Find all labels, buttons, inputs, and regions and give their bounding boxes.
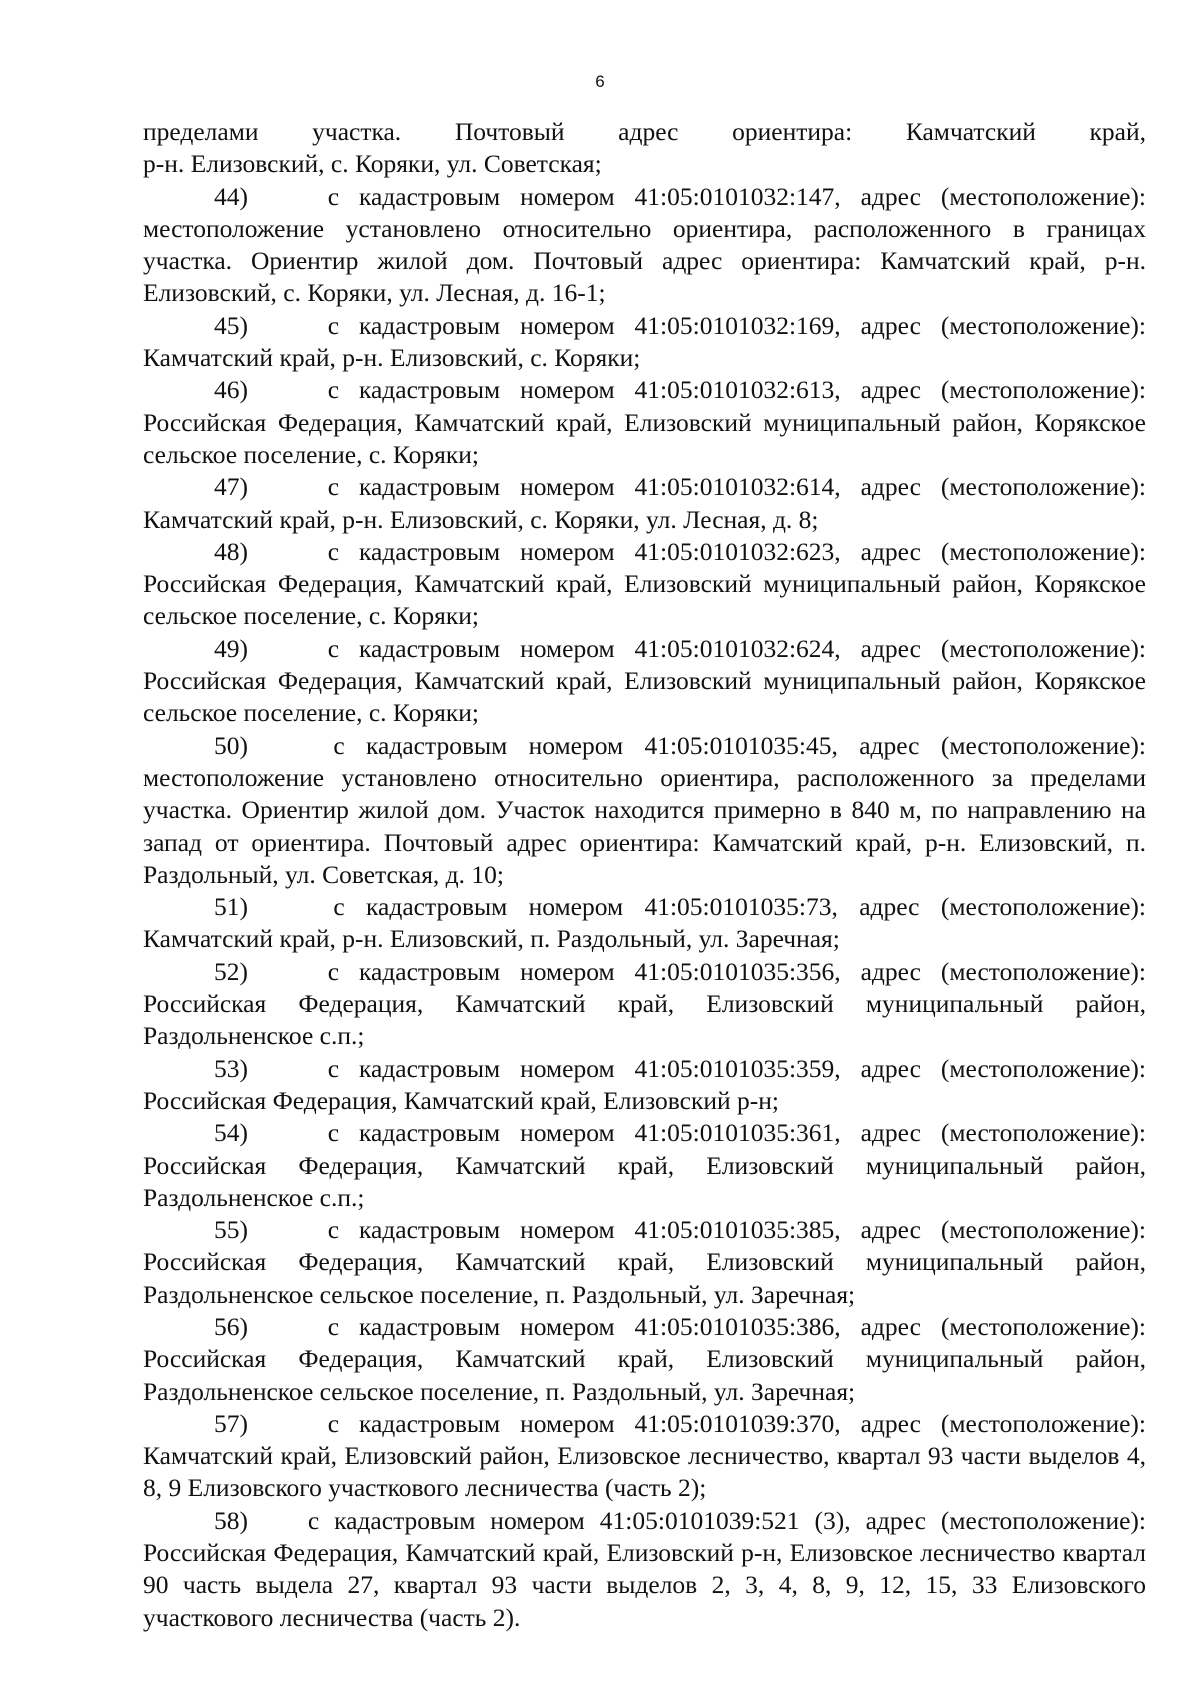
item-number: 47) [214,472,248,502]
document-body [143,116,1146,1634]
intro-paragraph [143,116,1146,181]
list-item-51 [143,891,1146,956]
list-item-44 [143,181,1146,310]
item-text: с кадастровым номером 41:05:0101039:370, адрес (местоположение): Камчатский край, Елизовский район, Елизовское лесничество, квартал 93 части выделов 4, 8, 9 Елизовского участкового лесничества (часть 2); [143,1408,1147,1503]
item-number: 58) [214,1505,248,1535]
intro-line-1: пределами участка. Почтовый адрес ориентира: Камчатский край, [143,117,1146,146]
item-number: 56) [214,1311,248,1341]
item-text: с кадастровым номером 41:05:0101032:613, адрес (местоположение): Российская Федерация, Камчатский край, Елизовский муниципальный район, Корякское сельское поселение, с. Коряки; [143,375,1147,469]
item-number: 54) [214,1118,248,1148]
item-text: с кадастровым номером 41:05:0101035:359, адрес (местоположение): Российская Федерация, Камчатский край, Елизовский р-н; [143,1053,1147,1115]
list-item-53 [143,1053,1146,1118]
item-text: с кадастровым номером 41:05:0101035:73, адрес (местоположение): Камчатский край, р-н. Елизовский, п. Раздольный, ул. Заречная; [143,892,1146,954]
list-item-47 [143,471,1146,536]
list-item-45 [143,310,1146,375]
item-text: с кадастровым номером 41:05:0101032:147, адрес (местоположение): местоположение установлено относительно ориентира, расположенного в границах участка. Ориентир жилой дом. Почтовый адрес ориентира: Камчатский край, р-н. Елизовский, с. Коряки, ул. Лесная, д. 16-1; [143,181,1147,308]
list-item-48 [143,536,1146,633]
item-number: 44) [214,181,248,211]
item-text: с кадастровым номером 41:05:0101035:45, адрес (местоположение): местоположение установлено относительно ориентира, расположенного за пределами участка. Ориентир жилой дом. Участок находится примерно в 840 м, по направлению на запад от ориентира. Почтовый адрес ориентира: Камчатский край, р-н. Елизовский, п. Раздольный, ул. Советская, д. 10; [143,730,1146,889]
item-number: 48) [214,536,248,566]
list-item-57 [143,1408,1146,1505]
list-item-55 [143,1214,1146,1311]
item-number: 55) [214,1215,248,1245]
item-number: 46) [214,375,248,405]
intro-line-2: р-н. Елизовский, с. Коряки, ул. Советская; [143,149,602,179]
item-number: 51) [214,892,248,922]
item-number: 52) [214,956,248,986]
list-item-58 [143,1505,1146,1634]
list-item-56 [143,1311,1146,1408]
item-number: 57) [214,1408,248,1438]
list-item-52 [143,956,1146,1053]
item-text: с кадастровым номером 41:05:0101035:385, адрес (местоположение): Российская Федерация, Камчатский край, Елизовский муниципальный район, Раздольненское сельское поселение, п. Раздольный, ул. Заречная; [143,1215,1147,1309]
item-number: 53) [214,1053,248,1083]
item-text: с кадастровым номером 41:05:0101032:623, адрес (местоположение): Российская Федерация, Камчатский край, Елизовский муниципальный район, Корякское сельское поселение, с. Коряки; [143,536,1147,631]
item-text: с кадастровым номером 41:05:0101035:361, адрес (местоположение): Российская Федерация, Камчатский край, Елизовский муниципальный район, Раздольненское с.п.; [143,1118,1147,1212]
item-text: с кадастровым номером 41:05:0101032:169, адрес (местоположение): Камчатский край, р-н. Елизовский, с. Коряки; [143,310,1147,373]
item-number: 50) [214,730,248,760]
item-text: с кадастровым номером 41:05:0101035:386, адрес (местоположение): Российская Федерация, Камчатский край, Елизовский муниципальный район, Раздольненское сельское поселение, п. Раздольный, ул. Заречная; [143,1311,1147,1406]
list-item-49 [143,633,1146,730]
item-text: с кадастровым номером 41:05:0101039:521 (3), адрес (местоположение): Российская Федерация, Камчатский край, Елизовский р-н, Елизовское лесничество квартал 90 часть выдела 27, квартал 93 части выделов 2, 3, 4, 8, 9, 12, 15, 33 Елизовского участкового лесничества (часть 2). [143,1505,1146,1632]
item-number: 45) [214,310,248,340]
item-text: с кадастровым номером 41:05:0101035:356, адрес (местоположение): Российская Федерация, Камчатский край, Елизовский муниципальный район, Раздольненское с.п.; [143,956,1147,1051]
list-item-46 [143,374,1146,471]
list-item-50 [143,730,1146,891]
item-text: с кадастровым номером 41:05:0101032:624, адрес (местоположение): Российская Федерация, Камчатский край, Елизовский муниципальный район, Корякское сельское поселение, с. Коряки; [143,633,1147,728]
page-number: 6 [595,72,605,91]
item-text: с кадастровым номером 41:05:0101032:614, адрес (местоположение): Камчатский край, р-н. Елизовский, с. Коряки, ул. Лесная, д. 8; [143,472,1147,534]
item-number: 49) [214,633,248,663]
list-item-54 [143,1117,1146,1214]
